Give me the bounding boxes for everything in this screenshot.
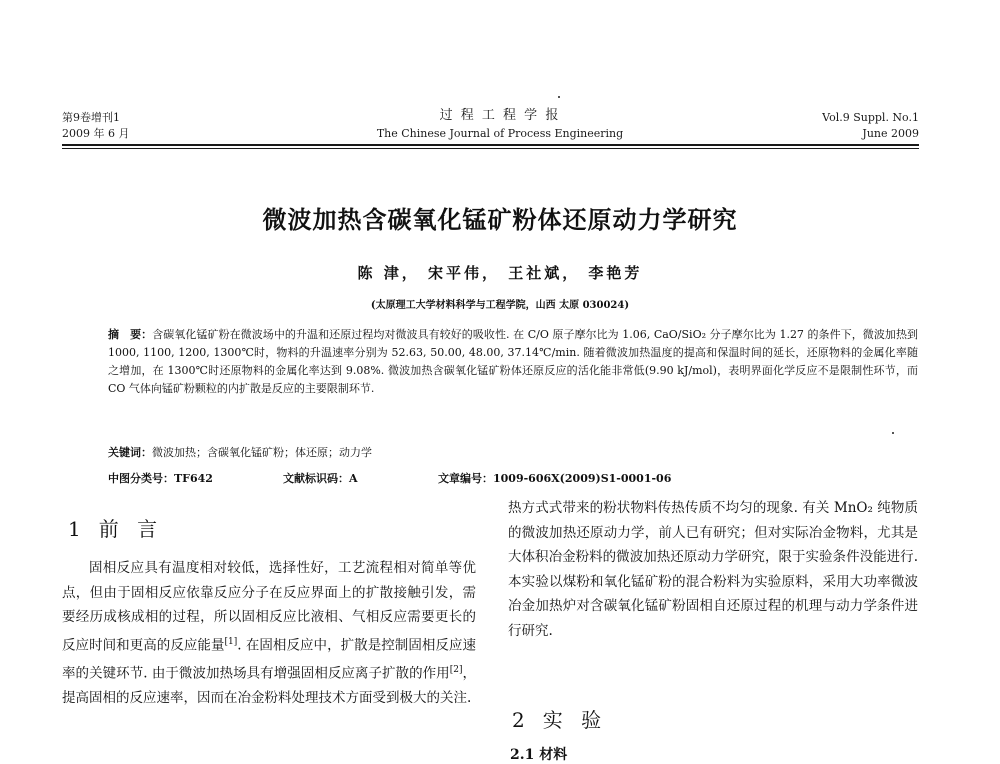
keywords-text: 微波加热；含碳氧化锰矿粉；体还原；动力学 (152, 446, 372, 459)
doc-label: 文献标识码： (283, 472, 349, 485)
journal-date-en: June 2009 (862, 127, 919, 140)
abstract-label: 摘 要： (108, 328, 153, 341)
journal-name-en: The Chinese Journal of Process Engineering (376, 127, 624, 140)
paper-title: 微波加热含碳氧化锰矿粉体还原动力学研究 (262, 205, 738, 234)
para-left-c: ，提高固相的反应速率，因而在冶金粉料处理技术方面受到极大的关注. (62, 665, 476, 706)
doc-code (283, 470, 358, 488)
journal-volume: 第9卷增刊1 (62, 111, 120, 124)
scan-speck (558, 96, 560, 98)
clc-value: TF642 (174, 472, 213, 485)
paper-affiliation: (太原理工大学材料科学与工程学院，山西 太原 030024) (370, 300, 630, 311)
section-2-heading (512, 704, 607, 733)
journal-name-cn: 过 程 工 程 学 报 (439, 108, 561, 123)
section-1-paragraph-right: 热方式式带来的粉状物料传热传质不均匀的现象. 有关 MnO₂ 纯物质的微波加热还原动力学，前人已有研究；但对实际冶金物料，尤其是大体积冶金粉料的微波加热还原动力学研究，限于实验条件没能进行. 本实验以煤粉和氧化锰矿粉的混合粉料为实验原料，采用大功率微波冶金加热炉对含碳氧化锰矿粉固相自还原过程的机理与动力学条件进行研究. (508, 500, 918, 639)
ref-2: [2] (449, 664, 463, 675)
section-1-title: 前 言 (98, 517, 164, 541)
keywords-label: 关键词： (108, 446, 152, 459)
section-2-number: 2 (512, 708, 525, 732)
paper-authors: 陈 津， 宋平伟， 王社斌， 李艳芳 (357, 264, 643, 282)
clc-label: 中图分类号： (108, 472, 174, 485)
para-left-a: 固相反应具有温度相对较低，选择性好，工艺流程相对简单等优点，但由于固相反应依靠反应分子在反应界面上的扩散接触引发，需要经历成核成相的过程，所以固相反应比液相、气相反应需要更长的反应时间和更高的反应能量 (62, 560, 476, 653)
clc-number (108, 470, 213, 488)
header-rule-thin (62, 148, 919, 149)
section-1-number: 1 (68, 517, 81, 541)
doc-value: A (349, 472, 358, 485)
article-value: 1009-606X(2009)S1-0001-06 (493, 472, 672, 485)
section-1-paragraph-left (62, 556, 476, 710)
scan-speck (892, 432, 894, 434)
journal-date: 2009 年 6 月 (62, 127, 130, 140)
article-number (438, 470, 671, 488)
section-1-heading (68, 513, 163, 542)
section-2-1-heading: 2.1 材料 (510, 747, 568, 763)
keywords (108, 444, 918, 462)
ref-1: [1] (224, 636, 238, 647)
article-label: 文章编号： (438, 472, 493, 485)
abstract-text: 含碳氧化锰矿粉在微波场中的升温和还原过程均对微波具有较好的吸收性. 在 C/O 原子摩尔比为 1.06, CaO/SiO₂ 分子摩尔比为 1.27 的条件下，微波加热到 1000, 1100, 1200, 1300℃时，物料的升温速率分别为 52.63, 50.00, 48.00, 37.14℃/min. 随着微波加热温度的提高和保温时间的延长，还原物料的金属化率随之增加，在 1300℃时还原物料的金属化率达到 9.08%. 微波加热含碳氧化锰矿粉体还原反应的活化能非常低(9.90 kJ/mol)，表明界面化学反应不是限制性环节，而 CO 气体向锰矿粉颗粒的内扩散是反应的主要限制环节. (108, 328, 918, 395)
section-2-title: 实 验 (542, 708, 608, 732)
para-left-b: . 在固相反应中，扩散是控制固相反应速率的关键环节. 由于微波加热场具有增强固相反应离子扩散的作用 (62, 637, 476, 681)
header-rule-thick (62, 144, 919, 146)
abstract (108, 326, 918, 398)
journal-volume-en: Vol.9 Suppl. No.1 (822, 111, 919, 124)
